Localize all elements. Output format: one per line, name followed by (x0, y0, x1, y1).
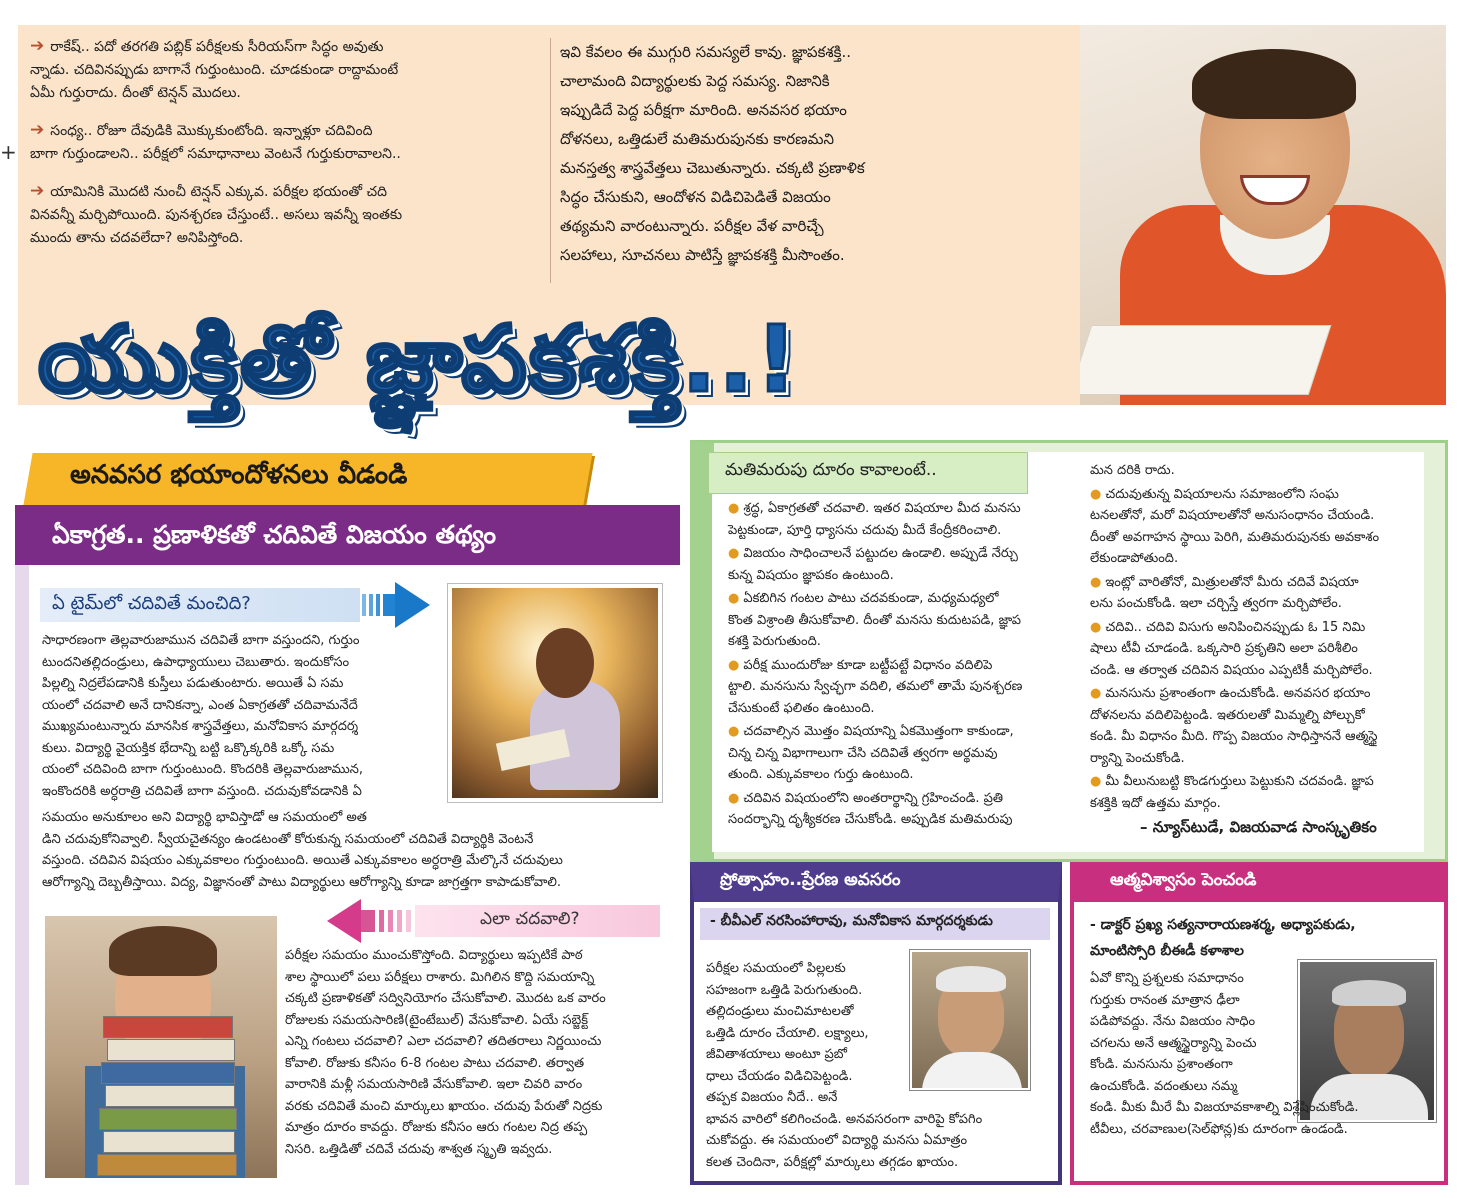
list-item: ● విజయం సాధించాలనే పట్టుదల ఉండాలి. అప్పుడే నేర్చు కున్న విషయం జ్ఞాపకం ఉంటుంది. (728, 546, 1018, 583)
bullet-icon: ● (728, 724, 740, 739)
bullet-icon: ● (728, 501, 740, 516)
list-item: ● చదివి.. చదివి విసుగు అనిపించినప్పుడు ఓ 15 నిమి షాలు టీవీ చూడండి. ఒక్కసారి ప్రకృతిని అలా పరిశీలిం చండి. ఆ తర్వాత చదివిన విషయం ఎప్పటికీ మర్చిపోలేం. (1090, 619, 1373, 678)
arrow-right-icon: ➔ (30, 120, 45, 140)
byline-credit: – న్యూస్‌టుడే, విజయవాడ సాంస్కృతికం (1140, 818, 1377, 836)
bullet-icon: ● (1090, 686, 1102, 701)
arrow-left-icon (325, 897, 415, 945)
question-how-to-study: ఎలా చదవాలి? (480, 909, 580, 929)
list-item: ● చదవాల్సిన మొత్తం విషయాన్ని ఏకమొత్తంగా కాకుండా, చిన్న చిన్న విభాగాలుగా చేసి చదివితే త్వరగా అర్థమవు తుంది. ఎక్కువకాలం గుర్తు ఉంటుంది. (728, 724, 1014, 782)
intro-summary: ఇవి కేవలం ఈ ముగ్గురి సమస్యలే కావు. జ్ఞాపకశక్తి.. చాలామంది విద్యార్థులకు పెద్ద సమస్య. నిజానికి ఇప్పుడిదే పెద్ద పరీక్షగా మారింది. అనవసర భయాం దోళనలు, ఒత్తిడులే మతిమరుపునకు కారణమని మనస్తత్వ శాస్త్రవేత్తలు చెబుతున్నారు. చక్కటి ప్రణాళిక సిద్ధం చేసుకుని, ఆందోళన విడిచిపెడితే విజయం తథ్యమని వారంటున్నారు. పరీక్షల వేళ వారిచ్చే సలహాలు, సూచనలు పాటిస్తే జ్ఞాపకశక్తి మీసొంతం. (560, 43, 865, 264)
expert-box-1-text: పరీక్షల సమయంలో పిల్లలకు సహజంగా ఒత్తిడి పెరుగుతుంది. తల్లిదండ్రులు మంచిమాటలతో ఒత్తిడి దూరం చేయాలి. లక్ష్యాలు, జీవితాశయాలు అంటూ ప్రబో ధాలు చేయడం విడిచిపెట్టండి. తప్పక విజయం నీదే.. అనే భావన వారిలో కలిగించండి. అనవసరంగా వారిపై కోపగిం చుకోవద్దు. ఈ సమయంలో విద్యార్థి మనసు ఏమాత్రం కలత చెందినా, పరీక్షల్లో మార్కులు తగ్గడం ఖాయం. (706, 961, 983, 1170)
list-item: ● చదువుతున్న విషయాలను సమాజంలోని సంఘ టనలతోనో, మరో విషయాలతోనో అనుసంధానం చేయండి. దీంతో అవగాహన స్థాయి పెరిగి, మతిమరుపునకు అవకాశం లేకుండాపోతుంది. (1090, 486, 1380, 566)
bullet-icon: ● (728, 591, 740, 606)
para-when-to-study-cont: సమయం అనుకూలం అని విద్యార్థి భావిస్తాడో ఆ సమయంలో అత డిని చదువుకోనివ్వాలి. స్వీయచైతన్యం ఉండటంతో కోరుకున్న సమయంలో చదివితే విద్యార్థికి వెంటనే వస్తుంది. చదివిన విషయం ఎక్కువకాలం గుర్తుంటుంది. అయితే ఎక్కువకాలం అర్ధరాత్రి మేల్కొనే చదువులు ఆరోగ్యాన్ని దెబ్బతీస్తాయి. విద్య, విజ్ఞానంతో పాటు విద్యార్థులు ఆరోగ్యాన్ని కూడా జాగ్రత్తగా కాపాడుకోవాలి. (42, 810, 563, 890)
question-when-to-study: ఏ టైమ్‌లో చదివితే మంచిది? (52, 593, 251, 614)
expert-box-1-title: ప్రోత్సాహం..ప్రేరణ అవసరం (720, 870, 901, 890)
subhead-yellow: అనవసర భయాందోళనలు వీడండి (70, 460, 408, 490)
para-how-to-study: పరీక్షల సమయం ముంచుకొస్తోంది. విద్యార్థులు ఇప్పటికే పాఠ శాల స్థాయిలో పలు పరీక్షలు రాశారు. మిగిలిన కొద్ది సమయాన్ని చక్కటి ప్రణాళికతో సద్వినియోగం చేసుకోవాలి. మొదట ఒక వారం రోజులకు సమయసారిణి(టైంటేబుల్‌) వేసుకోవాలి. ఏయే సబ్జెక్ట్‌ ఎన్ని గంటలు చదవాలి? ఎలా చదవాలి? తదితరాలు నిర్ణయించు కోవాలి. రోజుకు కనీసం 6-8 గంటల పాటు చదవాలి. తర్వాత వారానికి మళ్లీ సమయసారిణి వేసుకోవాలి. ఇలా చివరి వారం వరకు చదివితే మంచి మార్కులు ఖాయం. చదువు పేరుతో నిద్రకు మాత్రం దూరం కావద్దు. రోజుకు కనీసం ఆరు గంటల నిద్ర తప్ప నిసరి. ఒత్తిడితో చదివే చదువు శాశ్వత స్మృతి ఇవ్వదు. (285, 948, 606, 1157)
list-item: ● మీ వీలునుబట్టి కొండగుర్తులు పెట్టుకుని చదవండి. జ్ఞాప కశక్తికి ఇదో ఉత్తమ మార్గం. (1090, 774, 1374, 811)
tips-title: మతిమరుపు దూరం కావాలంటే.. (725, 460, 937, 480)
list-item: ● మనసును ప్రశాంతంగా ఉంచుకోండి. అనవసర భయాం దోళనలను వదిలిపెట్టండి. ఇతరులతో మిమ్మల్ని పోల్చుకో కండి. మీ విధానం మీది. గొప్ప విజయం సాధిస్తాననే ఆత్మస్థై ర్యాన్ని పెంచుకోండి. (1090, 686, 1378, 766)
expert-box-1-author: - బీవీఎల్‌ నరసింహారావు, మనోవికాస మార్గదర్శకుడు (710, 913, 993, 929)
bullet-icon: ● (728, 546, 740, 561)
bullet-icon: ● (728, 657, 740, 673)
bullet-icon: ● (1090, 619, 1102, 635)
bullet-icon: ● (1090, 486, 1102, 502)
bullet-icon: ● (1090, 774, 1102, 789)
intro-case-3: ➔ యామినికి మొదటి నుంచీ టెన్షన్‌ ఎక్కువ. పరీక్షల భయంతో చది వినవన్నీ మర్చిపోయింది. పునశ్చరణ చేస్తుంటే.. అసలు ఇవన్నీ ఇంతకు ముందు తాను చదవలేదా? అనిపిస్తోంది. (30, 181, 403, 246)
headline: యుక్తితో జ్ఞాపకశక్తి..! (38, 306, 800, 413)
girl-reading-photo (448, 584, 662, 802)
arrow-right-icon: ➔ (30, 36, 45, 56)
list-item: ● శ్రద్ధ, ఏకాగ్రతతో చదవాలి. ఇతర విషయాల మీద మనసు పెట్టకుండా, పూర్తి ధ్యాసను చదువు మీదే కేంద్రీకరించాలి. (728, 501, 1021, 538)
arrow-right-icon: ➔ (30, 181, 45, 201)
column-divider (550, 38, 551, 283)
list-item: ● ఇంట్లో వారితోనో, మిత్రులతోనో మీరు చదివే విషయా లను పంచుకోండి. ఇలా చర్చిస్తే త్వరగా మర్చిపోలేం. (1090, 574, 1359, 611)
smiling-student-photo (1080, 25, 1446, 405)
tips-list-right (1090, 460, 1435, 814)
list-item: ● చదివిన విషయంలోని అంతరార్థాన్ని గ్రహించండి. ప్రతి సందర్భాన్ని దృశ్యీకరణ చేసుకోండి. అప్పుడిక మతిమరుపు (728, 790, 1013, 827)
bullet-icon: ● (1090, 574, 1102, 590)
bullet-icon: ● (728, 790, 740, 806)
para-when-to-study: సాధారణంగా తెల్లవారుజామున చదివితే బాగా వస్తుందని, గుర్తుం టుందనితల్లిదండ్రులు, ఉపాధ్యాయులు చెబుతారు. ఇందుకోసం పిల్లల్ని నిద్రలేపడానికి కుస్తీలు పడుతుంటారు. అయితే ఏ సమ యంలో చదవాలి అనే దానికన్నా, ఎంత ఏకాగ్రతతో చదివామనేదే ముఖ్యమంటున్నారు మానసిక శాస్త్రవేత్తలు, మనోవికాస మార్గదర్శ కులు. విద్యార్థి వైయక్తిక భేదాన్ని బట్టి ఒక్కొక్కరికి ఒక్కో సమ యంలో చదివింది బాగా గుర్తుంటుంది. కొందరికి తెల్లవారుజామున, ఇంకొందరికి అర్ధరాత్రి చదివితే బాగా వస్తుంది. చదువుకోవడానికి ఏ (42, 633, 363, 799)
intro-cases (30, 35, 545, 264)
list-item: ● పరీక్ష ముందురోజు కూడా బట్టీపట్టే విధానం వదిలిపె ట్టాలి. మనసును స్వేచ్ఛగా వదిలి, తమలో తామే పునశ్చరణ చేసుకుంటే ఫలితం ఉంటుంది. (728, 657, 1023, 716)
list-item: ● ఏకబిగిన గంటల పాటు చదవకుండా, మధ్యమధ్యలో కొంత విశ్రాంతి తీసుకోవాలి. దీంతో మనసు కుదుటపడి, జ్ఞాప కశక్తి పెరుగుతుంది. (728, 591, 1022, 649)
list-item: మన దరికి రాదు. (1090, 463, 1175, 478)
arrow-right-icon (362, 580, 432, 630)
tips-list-left (728, 498, 1068, 831)
student-with-books-photo (45, 916, 277, 1178)
registration-mark: + (0, 140, 17, 164)
expert-box-2-text: ఏవో కొన్ని ప్రశ్నలకు సమాధానం గుర్తుకు రానంత మాత్రాన ఢీలా పడిపోవద్దు. నేను విజయం సాధిం చగలను అనే ఆత్మస్థైర్యాన్ని పెంచు కోండి. మనసును ప్రశాంతంగా ఉంచుకోండి. వదంతులు నమ్మ కండి. మీకు మీరే మీ విజయావకాశాల్ని విశ్లేషించుకోండి. టీవీలు, చరవాణుల(సెల్‌ఫోన్ల)కు దూరంగా ఉండండి. (1090, 971, 1359, 1137)
subhead-purple: ఏకాగ్రత.. ప్రణాళికతో చదివితే విజయం తథ్యం (52, 520, 497, 549)
expert-box-2-author: - డాక్టర్‌ ప్రఖ్య సత్యనారాయణశర్మ, అధ్యాపకుడు, మాంటిస్సోరి బీఈడీ కళాశాల (1090, 917, 1356, 959)
intro-case-1: ➔ రాకేష్‌.. పదో తరగతి పబ్లిక్‌ పరీక్షలకు సీరియస్‌గా సిద్ధం అవుతు న్నాడు. చదివినప్పుడు బాగానే గుర్తుంటుంది. చూడకుండా రాద్దామంటే ఏమీ గుర్తురాదు. దీంతో టెన్షన్‌ మొదలు. (30, 36, 399, 101)
intro-case-2: ➔ సంధ్య.. రోజూ దేవుడికి మొక్కుకుంటోంది. ఇన్నాళ్లూ చదివింది బాగా గుర్తుండాలని.. పరీక్షలో సమాధానాలు వెంటనే గుర్తుకురావాలని.. (30, 120, 401, 162)
expert-box-2-title: ఆత్మవిశ్వాసం పెంచండి (1110, 870, 1257, 890)
